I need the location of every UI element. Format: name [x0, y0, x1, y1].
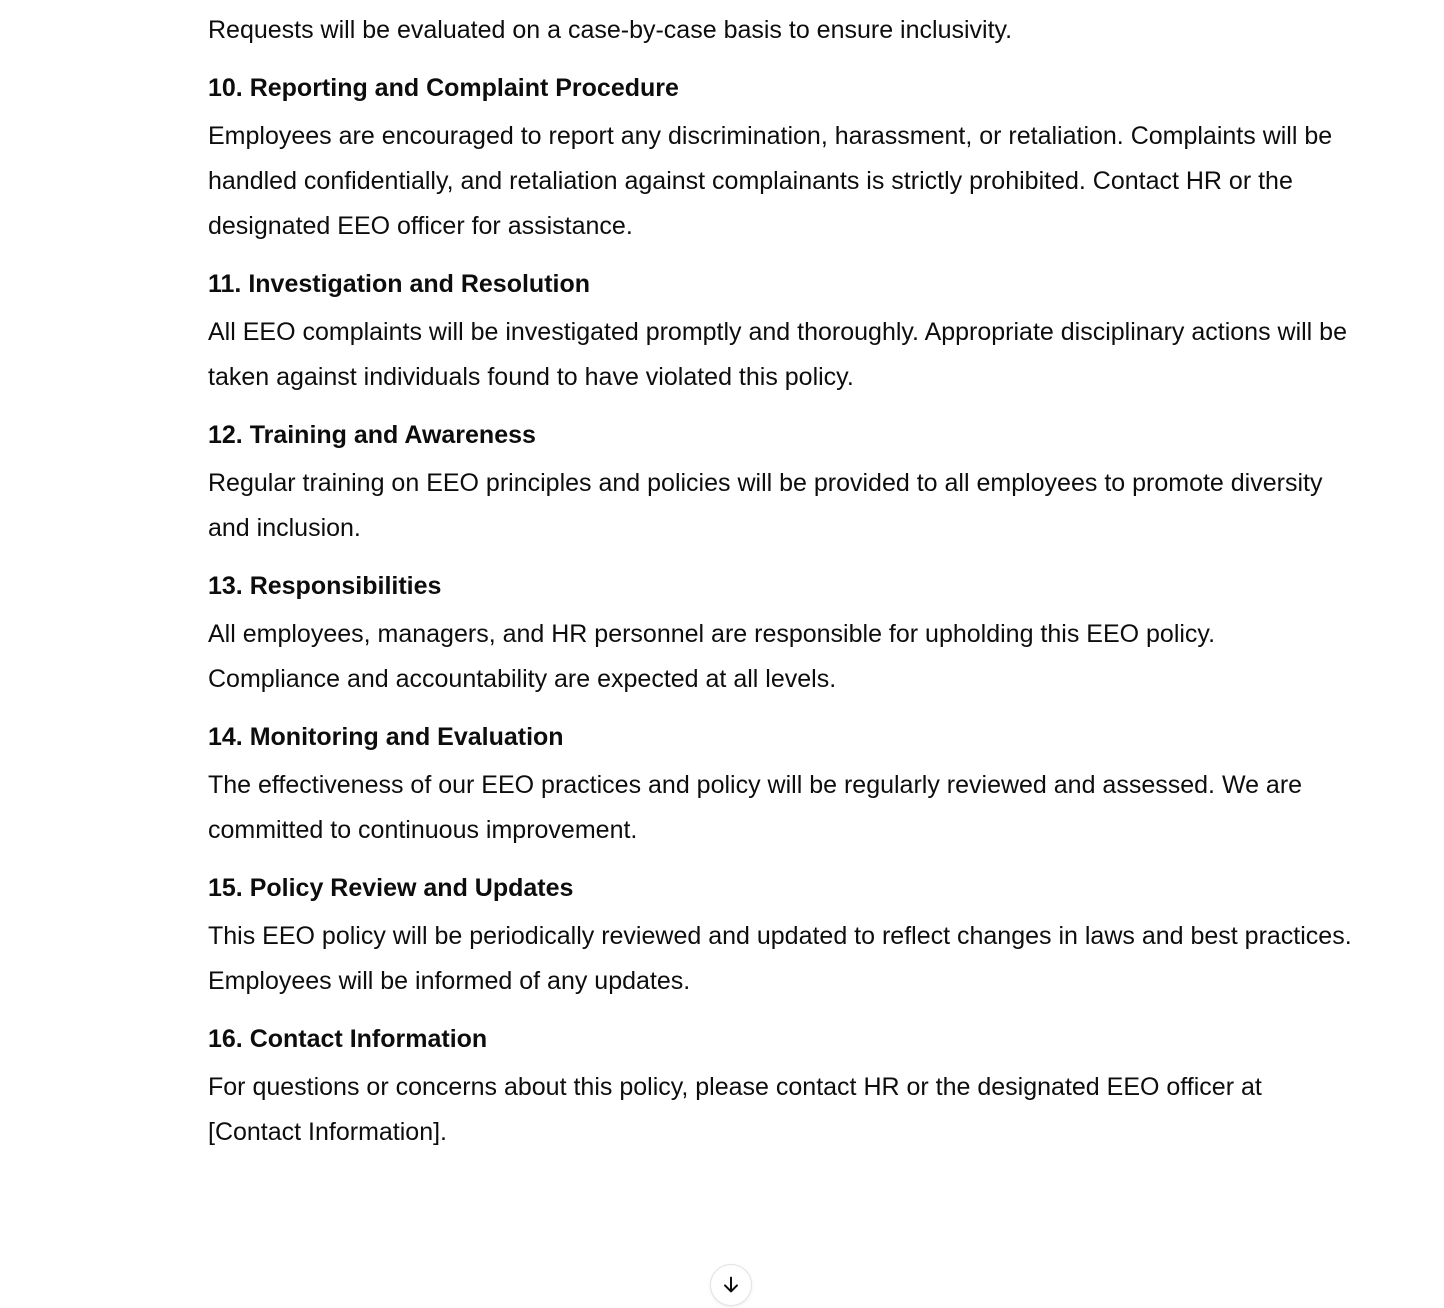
section-body: For questions or concerns about this policy, please contact HR or the designated EEO officer at [Contact Information].: [208, 1073, 1262, 1146]
section-training: [208, 418, 1352, 551]
section-heading: 13. Responsibilities: [208, 572, 442, 600]
section-heading: 16. Contact Information: [208, 1025, 488, 1053]
arrow-down-icon: [720, 1274, 742, 1296]
intro-paragraph: Requests will be evaluated on a case-by-case basis to ensure inclusivity.: [208, 16, 1013, 44]
section-reporting: [208, 71, 1352, 249]
scroll-to-bottom-button[interactable]: [710, 1264, 752, 1306]
section-monitoring: [208, 720, 1352, 853]
section-body: The effectiveness of our EEO practices and policy will be regularly reviewed and assessed. We are committed to continuous improvement.: [208, 771, 1303, 844]
section-body: All EEO complaints will be investigated promptly and thoroughly. Appropriate disciplinary actions will be taken against individuals found to have violated this policy.: [208, 318, 1347, 391]
section-contact: [208, 1022, 1352, 1155]
section-heading: 12. Training and Awareness: [208, 421, 536, 449]
section-heading: 15. Policy Review and Updates: [208, 874, 574, 902]
section-heading: 11. Investigation and Resolution: [208, 270, 591, 298]
section-heading: 14. Monitoring and Evaluation: [208, 723, 564, 751]
section-body: All employees, managers, and HR personnel are responsible for upholding this EEO policy. Compliance and accountability are expected at all levels.: [208, 620, 1216, 693]
section-responsibilities: [208, 569, 1352, 702]
section-body: This EEO policy will be periodically reviewed and updated to reflect changes in laws and best practices. Employees will be informed of any updates.: [208, 922, 1352, 995]
section-body: Regular training on EEO principles and policies will be provided to all employees to promote diversity and inclusion.: [208, 469, 1323, 542]
section-body: Employees are encouraged to report any discrimination, harassment, or retaliation. Complaints will be handled confidentially, and retaliation against complainants is strictly prohibited. Contact HR or the designated EEO officer for assistance.: [208, 122, 1333, 240]
message-content: [208, 0, 1352, 1155]
section-policy-review: [208, 871, 1352, 1004]
section-investigation: [208, 267, 1352, 400]
section-heading: 10. Reporting and Complaint Procedure: [208, 74, 679, 102]
